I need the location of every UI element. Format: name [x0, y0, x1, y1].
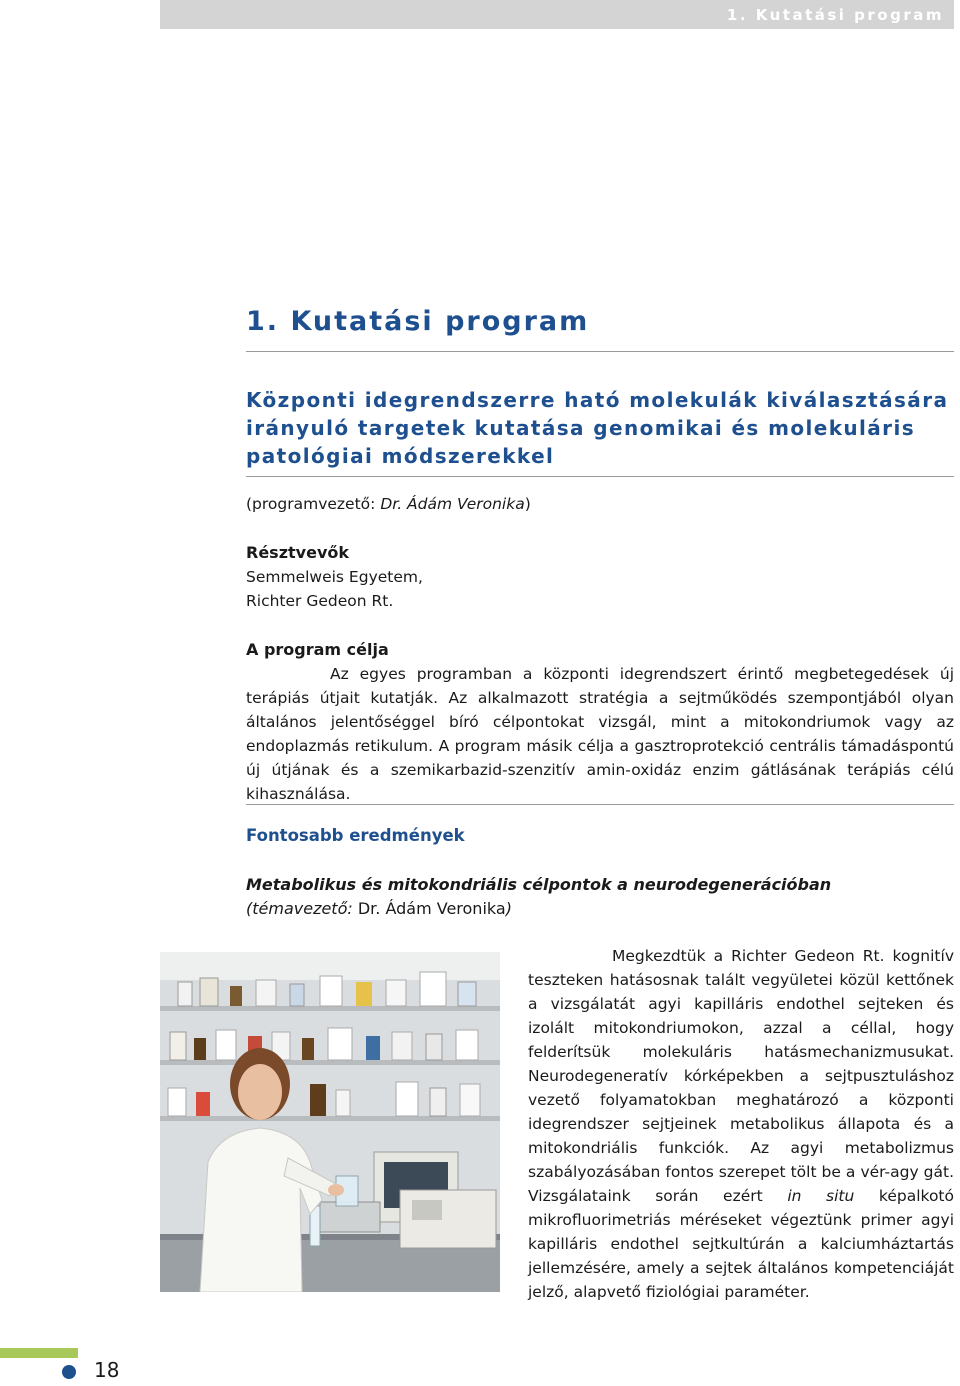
subtitle-line-3: patológiai módszerekkel: [246, 444, 555, 468]
goal-paragraph: Az egyes programban a központi idegrendszert érintő megbetegedések új terápiás útjait kutatják. Az alkalmazott stratégia a sejtműködés szempontjából olyan általános jelentőséggel bíró célpontokat vizsgál, mint a mitokondriumok vagy az endoplazmás retikulum. A program másik célja a gasztroprotekció centrális támadáspontú új útjának és a szemikarbazid-szenzitív amin-oxidáz enzim gátlásának terápiás célú kihasználása.: [246, 665, 954, 803]
page-number: 18: [94, 1358, 120, 1382]
results-rule: [246, 804, 954, 805]
chapter-title: 1. Kutatási program: [246, 306, 590, 337]
participants-heading: Résztvevők: [246, 543, 349, 562]
results-paragraph-part-2: képalkotó mikrofluorimetriás méréseket végeztünk primer agyi kapilláris endothel sejtkultúrán a kalciumháztartás jellemzésére, amely a sejtek általános kompetenciáját jelző, alapvető fiziológiai paraméter.: [528, 1187, 954, 1301]
results-paragraph-italic: in situ: [787, 1187, 855, 1205]
footer-dot-icon: [62, 1365, 76, 1379]
program-leader: [246, 492, 954, 516]
topic-leader-prefix: (témavezető:: [246, 899, 358, 918]
running-header-bar: [160, 0, 954, 29]
leader-prefix: (programvezető:: [246, 495, 381, 513]
results-paragraph-part-1: Megkezdtük a Richter Gedeon Rt. kognitív teszteken hatásosnak talált vegyületei közül kettőnek a vizsgálatát agyi kapilláris endothel sejteken és izolált mitokondriumokon, azzal a céllal, hogy felderítsük molekuláris hatásmechanizmusukat. Neurodegeneratív kórképekben a sejtpusztuláshoz vezető folyamatokban meghatározó a központi idegrendszer sejtjeinek metabolikus állapota és a mitokondriális funkciók. Az agyi metabolizmus szabályozásában fontos szerepet tölt be a vér-agy gát. Vizsgálataink során ezért: [528, 947, 954, 1205]
laboratory-photo: [160, 952, 500, 1292]
running-header-title: 1. Kutatási program: [726, 6, 944, 24]
subtitle-line-2: irányuló targetek kutatása genomikai és molekuláris: [246, 416, 916, 440]
topic-title: Metabolikus és mitokondriális célpontok a neurodegenerációban: [246, 875, 832, 894]
topic-leader: [246, 897, 954, 921]
results-heading: Fontosabb eredmények: [246, 826, 465, 845]
leader-name: Dr. Ádám Veronika: [380, 495, 525, 513]
topic-leader-suffix: ): [505, 899, 512, 918]
goal-heading: A program célja: [246, 640, 389, 659]
subtitle-line-1: Központi idegrendszerre ható molekulák kiválasztására: [246, 388, 949, 412]
program-subtitle: [246, 386, 956, 470]
results-paragraph: [528, 944, 954, 1304]
footer-accent-bar: [0, 1348, 78, 1358]
title-rule: [246, 351, 954, 352]
subtitle-rule: [246, 476, 954, 477]
leader-suffix: ): [524, 495, 531, 513]
participants-line-2: Richter Gedeon Rt.: [246, 592, 394, 610]
participants-line-1: Semmelweis Egyetem,: [246, 568, 423, 586]
topic-leader-name: Dr. Ádám Veronika: [357, 899, 506, 918]
